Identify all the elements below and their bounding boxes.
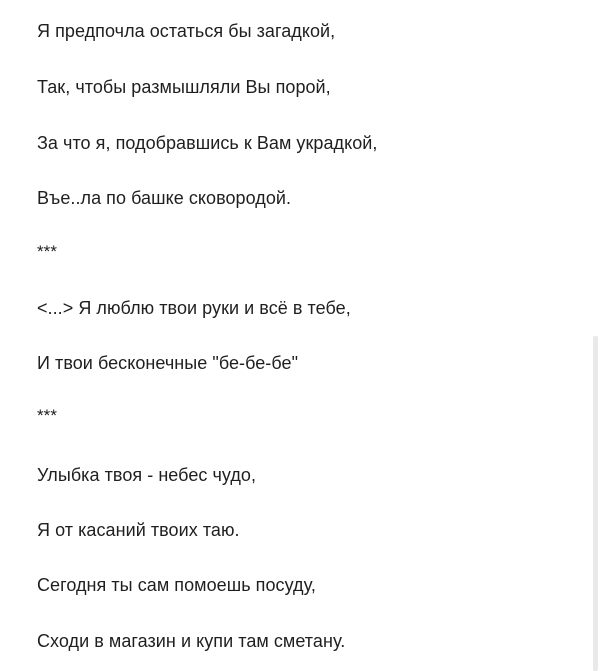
poem-line: Я от касаний твоих таю. [37, 520, 240, 540]
poem-line: Я предпочла остаться бы загадкой, [37, 21, 336, 41]
vertical-scrollbar[interactable] [589, 0, 600, 671]
poem-line: Сходи в магазин и купи там сметану. [37, 631, 346, 651]
poem-line: За что я, подобравшись к Вам украдкой, [37, 133, 378, 153]
poem-line: Улыбка твоя - небес чудо, [37, 465, 257, 485]
poem-line: Сегодня ты сам помоешь посуду, [37, 575, 316, 595]
poem-line: Так, чтобы размышляли Вы порой, [37, 77, 331, 97]
poem-line: <...> Я люблю твои руки и всё в тебе, [37, 298, 351, 318]
section-separator: *** [37, 242, 57, 261]
section-separator: *** [37, 406, 57, 425]
poem-line: Въе..ла по башке сковородой. [37, 188, 292, 208]
scrollbar-thumb[interactable] [593, 336, 598, 671]
poem-line: И твои бесконечные "бе-бе-бе" [37, 353, 299, 373]
poem-text [37, 0, 577, 671]
